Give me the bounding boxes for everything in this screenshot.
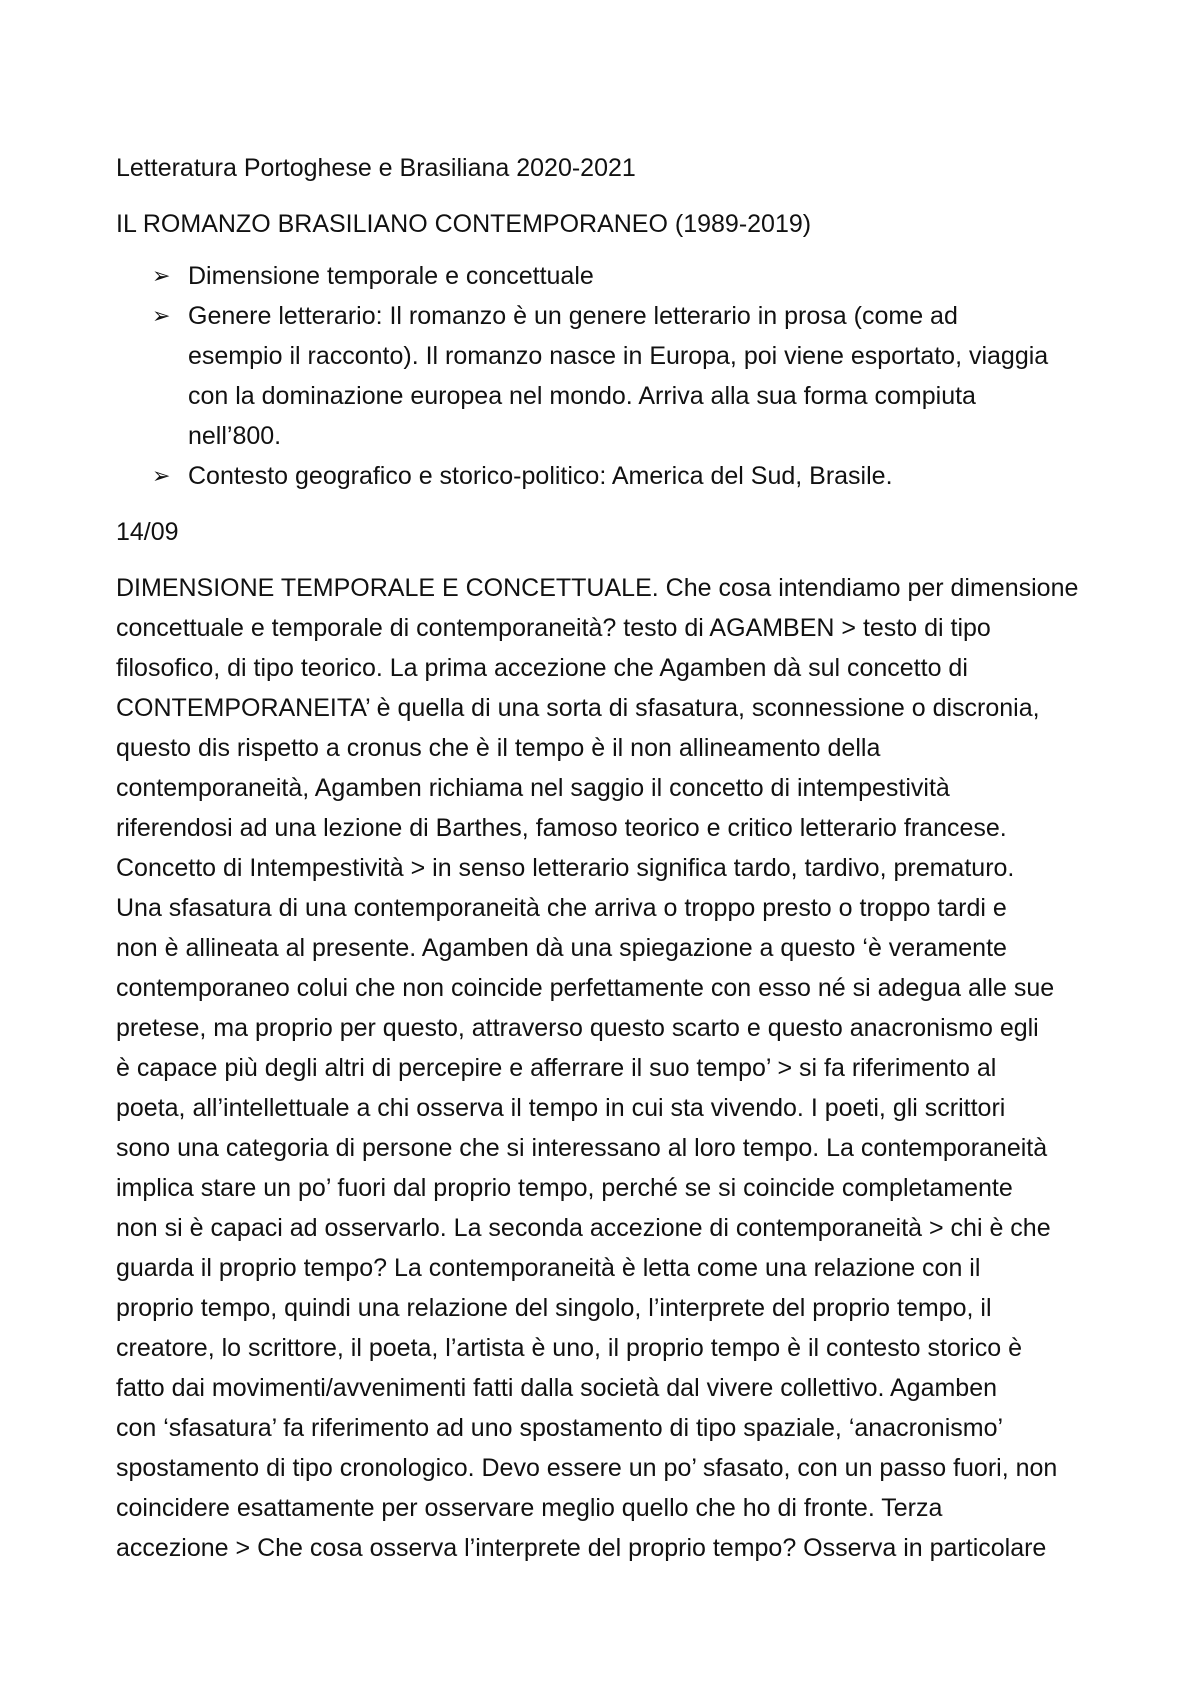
bullet-text: Genere letterario: Il romanzo è un genere letterario in prosa (come ad — [188, 302, 958, 330]
paragraph-line: creatore, lo scrittore, il poeta, l’artista è uno, il proprio tempo è il contesto storico è — [116, 1334, 1022, 1362]
paragraph-line: non è allineata al presente. Agamben dà una spiegazione a questo ‘è veramente — [116, 934, 1007, 962]
paragraph-line: Una sfasatura di una contemporaneità che arriva o troppo presto o troppo tardi e — [116, 894, 1007, 922]
paragraph-line: poeta, all’intellettuale a chi osserva il tempo in cui sta vivendo. I poeti, gli scrittori — [116, 1094, 1006, 1122]
document-subtitle: IL ROMANZO BRASILIANO CONTEMPORANEO (1989-2019) — [116, 210, 812, 238]
paragraph-line: CONTEMPORANEITA’ è quella di una sorta di sfasatura, sconnessione o discronia, — [116, 694, 1040, 722]
bullet-item-3 — [116, 456, 1096, 496]
bullet-text: Dimensione temporale e concettuale — [188, 262, 594, 290]
paragraph-line: questo dis rispetto a cronus che è il tempo è il non allineamento della — [116, 734, 881, 762]
lesson-date: 14/09 — [116, 518, 179, 546]
paragraph-line: coincidere esattamente per osservare meglio quello che ho di fronte. Terza — [116, 1494, 943, 1522]
document-page — [116, 148, 1096, 1568]
paragraph-line: spostamento di tipo cronologico. Devo essere un po’ sfasato, con un passo fuori, non — [116, 1454, 1058, 1482]
paragraph-line: DIMENSIONE TEMPORALE E CONCETTUALE. Che cosa intendiamo per dimensione — [116, 574, 1079, 602]
bullet-text: con la dominazione europea nel mondo. Arriva alla sua forma compiuta — [188, 382, 976, 410]
paragraph-line: concettuale e temporale di contemporaneità? testo di AGAMBEN > testo di tipo — [116, 614, 991, 642]
paragraph-line: contemporaneo colui che non coincide perfettamente con esso né si adegua alle sue — [116, 974, 1055, 1002]
paragraph-line: riferendosi ad una lezione di Barthes, famoso teorico e critico letterario francese. — [116, 814, 1007, 842]
paragraph-line: proprio tempo, quindi una relazione del singolo, l’interprete del proprio tempo, il — [116, 1294, 992, 1322]
bullet-text: nell’800. — [188, 422, 282, 450]
paragraph-line: implica stare un po’ fuori dal proprio tempo, perché se si coincide completamente — [116, 1174, 1013, 1202]
arrow-bullet-icon: ➢ — [152, 463, 171, 488]
bullet-item-1 — [116, 256, 1096, 296]
arrow-bullet-icon: ➢ — [152, 263, 171, 288]
paragraph-line: contemporaneità, Agamben richiama nel saggio il concetto di intempestività — [116, 774, 950, 802]
paragraph-line: filosofico, di tipo teorico. La prima accezione che Agamben dà sul concetto di — [116, 654, 968, 682]
body-paragraph — [116, 568, 1096, 1568]
paragraph-line: guarda il proprio tempo? La contemporaneità è letta come una relazione con il — [116, 1254, 981, 1282]
arrow-bullet-icon: ➢ — [152, 303, 171, 328]
bullet-list — [116, 256, 1096, 496]
paragraph-line: fatto dai movimenti/avvenimenti fatti dalla società dal vivere collettivo. Agamben — [116, 1374, 998, 1402]
paragraph-line: non si è capaci ad osservarlo. La seconda accezione di contemporaneità > chi è che — [116, 1214, 1051, 1242]
document-title: Letteratura Portoghese e Brasiliana 2020-2021 — [116, 154, 636, 182]
paragraph-line: sono una categoria di persone che si interessano al loro tempo. La contemporaneità — [116, 1134, 1048, 1162]
bullet-text: Contesto geografico e storico-politico: America del Sud, Brasile. — [188, 462, 893, 490]
paragraph-line: con ‘sfasatura’ fa riferimento ad uno spostamento di tipo spaziale, ‘anacronismo’ — [116, 1414, 1004, 1442]
paragraph-line: pretese, ma proprio per questo, attraverso questo scarto e questo anacronismo egli — [116, 1014, 1039, 1042]
paragraph-line: è capace più degli altri di percepire e afferrare il suo tempo’ > si fa riferimento al — [116, 1054, 997, 1082]
paragraph-line: accezione > Che cosa osserva l’interprete del proprio tempo? Osserva in particolare — [116, 1534, 1047, 1562]
bullet-text: esempio il racconto). Il romanzo nasce in Europa, poi viene esportato, viaggia — [188, 342, 1049, 370]
paragraph-line: Concetto di Intempestività > in senso letterario significa tardo, tardivo, prematuro. — [116, 854, 1015, 882]
bullet-item-2 — [116, 296, 1096, 456]
